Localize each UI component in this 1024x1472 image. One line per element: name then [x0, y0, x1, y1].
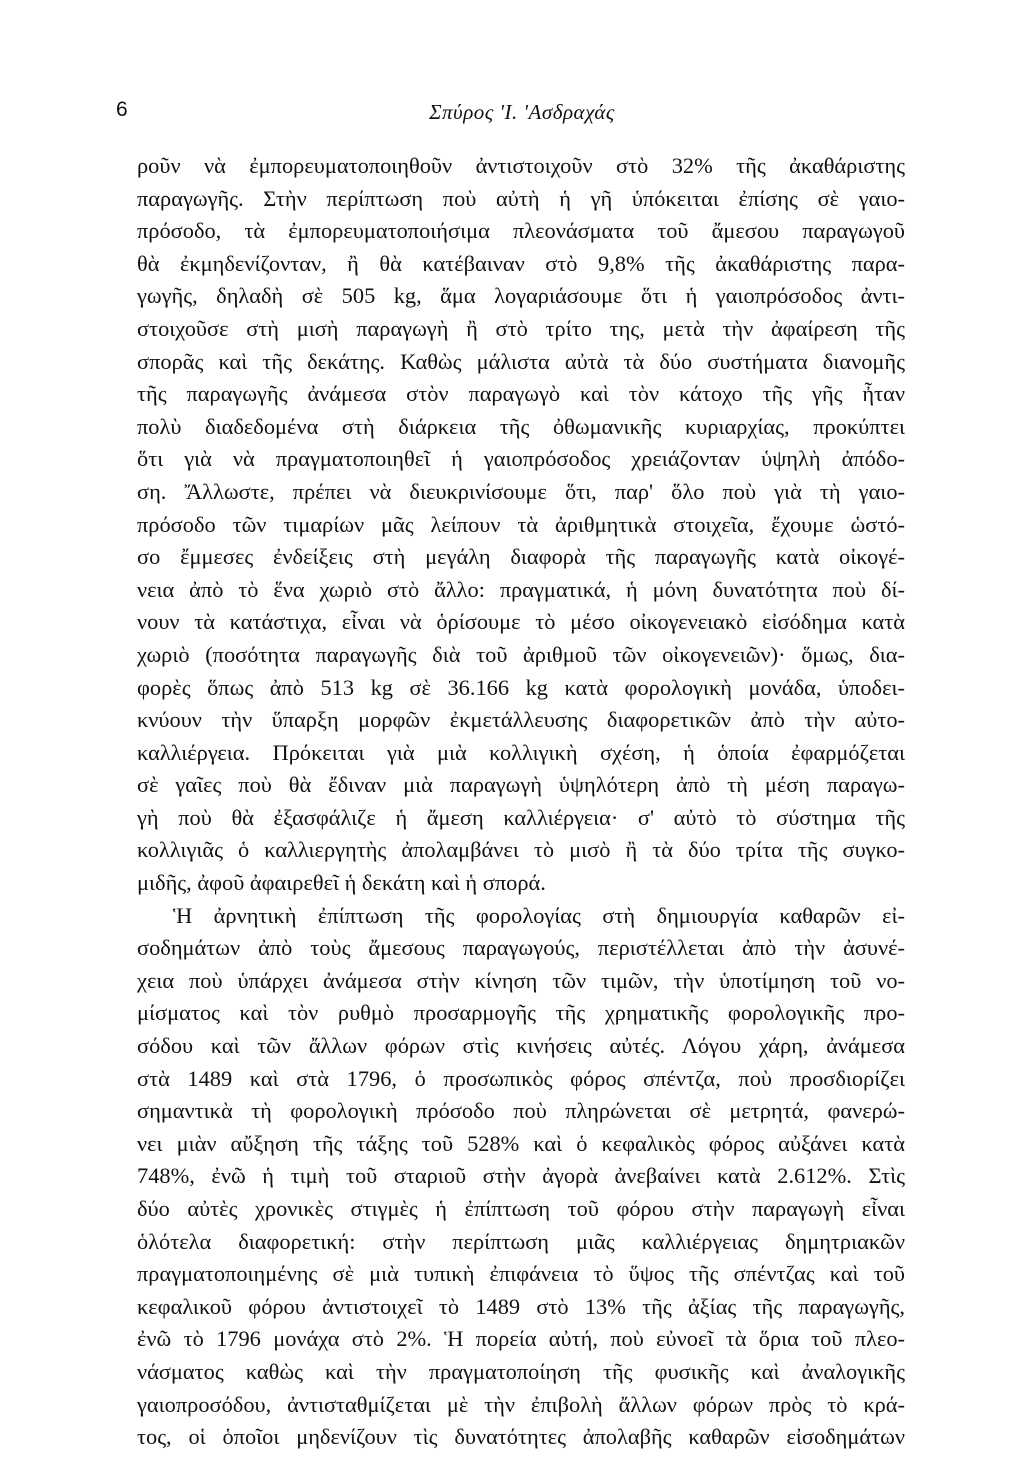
text-line: θὰ ἐκμηδενίζονταν, ἢ θὰ κατέβαιναν στὸ 9,8% τῆς ἀκαθάριστης παρα-	[137, 250, 905, 276]
text-line: σο ἔμμεσες ἐνδείξεις στὴ μεγάλη διαφορὰ τῆς παραγωγῆς κατὰ οἰκογέ-	[137, 544, 905, 570]
text-line: νάσματος καθὼς καὶ τὴν πραγματοποίηση τῆς φυσικῆς καὶ ἀναλογικῆς	[137, 1358, 905, 1384]
text-line: τῆς παραγωγῆς ἀνάμεσα στὸν παραγωγὸ καὶ τὸν κάτοχο τῆς γῆς ἦταν	[137, 381, 905, 407]
text-line: σημαντικὰ τὴ φορολογικὴ πρόσοδο ποὺ πληρώνεται σὲ μετρητά, φανερώ-	[137, 1098, 905, 1124]
text-line: Ἡ ἀρνητικὴ ἐπίπτωση τῆς φορολογίας στὴ δημιουργία καθαρῶν εἰ-	[173, 902, 905, 928]
page-number: 6	[116, 98, 128, 121]
text-line: παραγωγῆς. Στὴν περίπτωση ποὺ αὐτὴ ἡ γῆ ὑπόκειται ἐπίσης σὲ γαιο-	[137, 185, 905, 211]
text-line: κολλιγιᾶς ὁ καλλιεργητὴς ἀπολαμβάνει τὸ μισὸ ἢ τὰ δύο τρίτα τῆς συγκο-	[137, 837, 905, 863]
text-line: σοδημάτων ἀπὸ τοὺς ἄμεσους παραγωγούς, περιστέλλεται ἀπὸ τὴν ἀσυνέ-	[137, 935, 905, 961]
text-line: νουν τὰ κατάστιχα, εἶναι νὰ ὁρίσουμε τὸ μέσο οἰκογενειακὸ εἰσόδημα κατὰ	[137, 609, 905, 635]
text-line: μίσματος καὶ τὸν ρυθμὸ προσαρμογῆς τῆς χρηματικῆς φορολογικῆς προ-	[137, 1000, 905, 1026]
text-line: πρόσοδο τῶν τιμαρίων μᾶς λείπουν τὰ ἀριθμητικὰ στοιχεῖα, ἔχουμε ὡστό-	[137, 511, 905, 537]
text-line: πραγματοποιημένης σὲ μιὰ τυπικὴ ἐπιφάνεια τὸ ὕψος τῆς σπέντζας καὶ τοῦ	[137, 1261, 905, 1287]
text-line: σὲ γαῖες ποὺ θὰ ἔδιναν μιὰ παραγωγὴ ὑψηλότερη ἀπὸ τὴ μέση παραγω-	[137, 772, 905, 798]
body-text	[137, 150, 905, 1454]
text-line: φορὲς ὅπως ἀπὸ 513 kg σὲ 36.166 kg κατὰ φορολογικὴ μονάδα, ὑποδει-	[137, 674, 905, 700]
text-line: κεφαλικοῦ φόρου ἀντιστοιχεῖ τὸ 1489 στὸ 13% τῆς ἀξίας τῆς παραγωγῆς,	[137, 1293, 905, 1319]
text-line: γωγῆς, δηλαδὴ σὲ 505 kg, ἅμα λογαριάσουμε ὅτι ἡ γαιοπρόσοδος ἀντι-	[137, 283, 905, 309]
text-line: γαιοπροσόδου, ἀντισταθμίζεται μὲ τὴν ἐπιβολὴ ἄλλων φόρων πρὸς τὸ κρά-	[137, 1391, 905, 1417]
text-line: ὁλότελα διαφορετική: στὴν περίπτωση μιᾶς καλλιέργειας δημητριακῶν	[137, 1228, 905, 1254]
text-line: κνύουν τὴν ὕπαρξη μορφῶν ἐκμετάλλευσης διαφορετικῶν ἀπὸ τὴν αὐτο-	[137, 707, 905, 733]
text-line: σπορᾶς καὶ τῆς δεκάτης. Καθὼς μάλιστα αὐτὰ τὰ δύο συστήματα διανομῆς	[137, 348, 905, 374]
text-line: πολὺ διαδεδομένα στὴ διάρκεια τῆς ὀθωμανικῆς κυριαρχίας, προκύπτει	[137, 413, 905, 439]
text-line: καλλιέργεια. Πρόκειται γιὰ μιὰ κολλιγικὴ σχέση, ἡ ὁποία ἐφαρμόζεται	[137, 739, 905, 765]
text-line: χωριὸ (ποσότητα παραγωγῆς διὰ τοῦ ἀριθμοῦ τῶν οἰκογενειῶν)· ὅμως, δια-	[137, 641, 905, 667]
text-line: πρόσοδο, τὰ ἐμπορευματοποιήσιμα πλεονάσματα τοῦ ἄμεσου παραγωγοῦ	[137, 218, 905, 244]
text-line: σόδου καὶ τῶν ἄλλων φόρων στὶς κινήσεις αὐτές. Λόγου χάρη, ἀνάμεσα	[137, 1033, 905, 1059]
text-line: ροῦν νὰ ἐμπορευματοποιηθοῦν ἀντιστοιχοῦν στὸ 32% τῆς ἀκαθάριστης	[137, 153, 905, 178]
text-line: νει μιὰν αὔξηση τῆς τάξης τοῦ 528% καὶ ὁ κεφαλικὸς φόρος αὐξάνει κατὰ	[137, 1130, 905, 1156]
text-line: στὰ 1489 καὶ στὰ 1796, ὁ προσωπικὸς φόρος σπέντζα, ποὺ προσδιορίζει	[137, 1065, 905, 1091]
text-line: τος, οἱ ὁποῖοι μηδενίζουν τὶς δυνατότητες ἀπολαβῆς καθαρῶν εἰσοδημάτων	[137, 1424, 905, 1450]
text-line: ἐνῶ τὸ 1796 μονάχα στὸ 2%. Ἡ πορεία αὐτή, ποὺ εὐνοεῖ τὰ ὅρια τοῦ πλεο-	[137, 1326, 905, 1352]
text-line: χεια ποὺ ὑπάρχει ἀνάμεσα στὴν κίνηση τῶν τιμῶν, τὴν ὑποτίμηση τοῦ νο-	[137, 967, 905, 993]
running-header-title: Σπύρος 'Ι. 'Ασδραχάς	[429, 100, 615, 124]
text-line: νεια ἀπὸ τὸ ἕνα χωριὸ στὸ ἄλλο: πραγματικά, ἡ μόνη δυνατότητα ποὺ δί-	[137, 576, 905, 602]
text-line: γὴ ποὺ θὰ ἐξασφάλιζε ἡ ἄμεση καλλιέργεια· σ' αὐτὸ τὸ σύστημα τῆς	[137, 804, 905, 830]
text-line: ση. Ἄλλωστε, πρέπει νὰ διευκρινίσουμε ὅτι, παρ' ὅλο ποὺ γιὰ τὴ γαιο-	[137, 478, 905, 504]
text-line: μιδῆς, ἀφοῦ ἀφαιρεθεῖ ἡ δεκάτη καὶ ἡ σπορά.	[137, 870, 546, 896]
text-line: ὅτι γιὰ νὰ πραγματοποιηθεῖ ἡ γαιοπρόσοδος χρειάζονταν ὑψηλὴ ἀπόδο-	[137, 446, 905, 472]
text-line: 748%, ἐνῶ ἡ τιμὴ τοῦ σταριοῦ στὴν ἀγορὰ ἀνεβαίνει κατὰ 2.612%. Στὶς	[137, 1163, 905, 1189]
text-line: στοιχοῦσε στὴ μισὴ παραγωγὴ ἢ στὸ τρίτο της, μετὰ τὴν ἀφαίρεση τῆς	[137, 315, 905, 341]
text-line: δύο αὐτὲς χρονικὲς στιγμὲς ἡ ἐπίπτωση τοῦ φόρου στὴν παραγωγὴ εἶναι	[137, 1196, 905, 1221]
